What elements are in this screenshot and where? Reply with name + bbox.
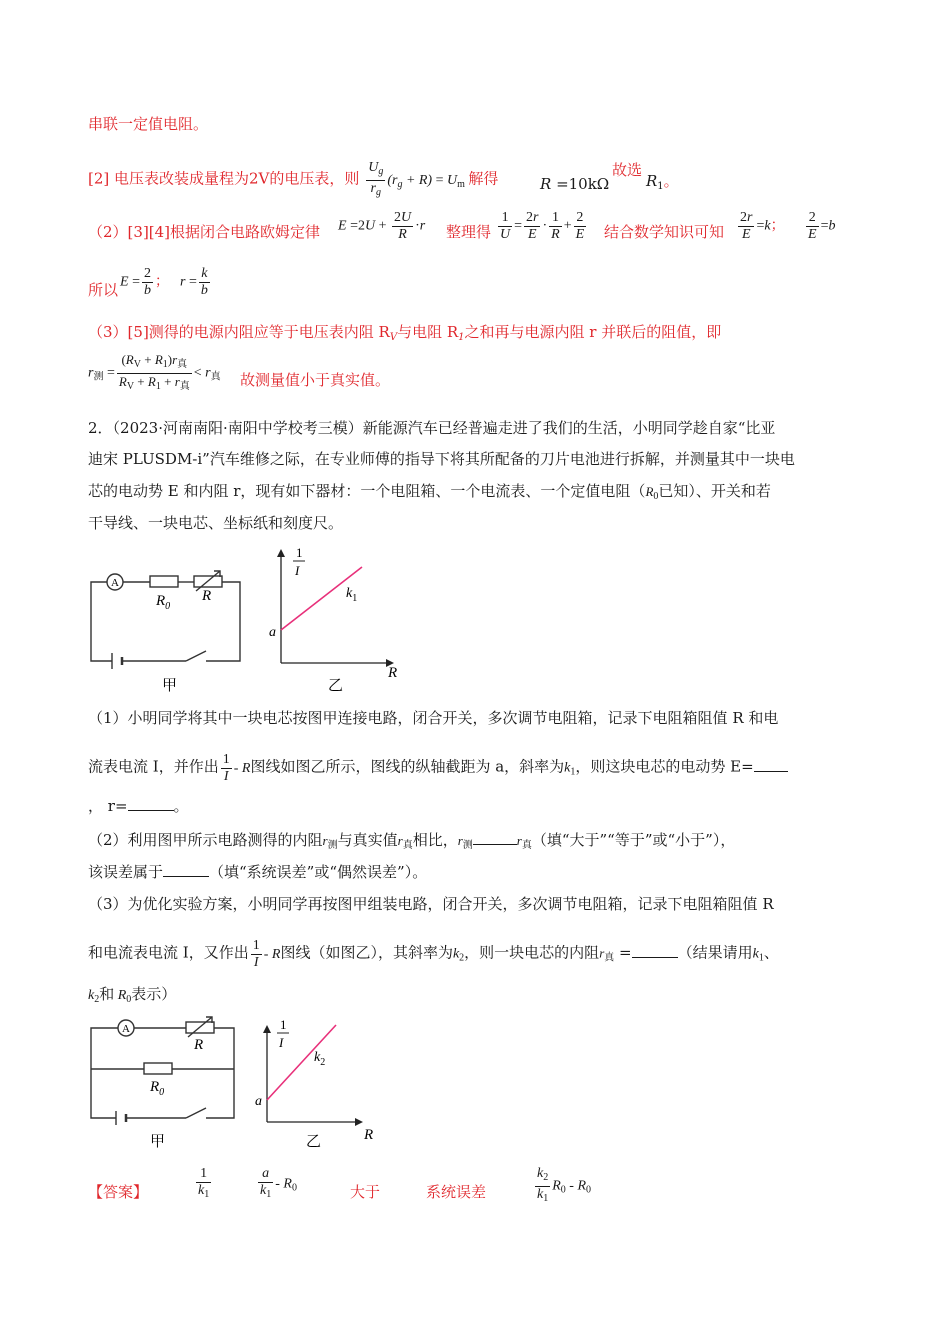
solution-text: 结合数学知识可知	[604, 223, 725, 241]
x-axis-label: R	[364, 1127, 374, 1143]
x-axis-label: R	[388, 665, 398, 681]
part-2-line-1: （2）利用图甲所示电路测得的内阻$r_测$与真实值$r_真$相比，$r_测$ $r_真$（填“大于”“等于”或“小于”），	[88, 831, 736, 851]
blank-r-true[interactable]	[632, 943, 678, 958]
formula-r: r = $\frac{k}{b}$	[180, 266, 208, 298]
graph-line-2	[267, 1025, 336, 1100]
r0-label: $R_0$	[156, 593, 171, 612]
formula-r1: $R_1$。	[646, 172, 679, 192]
formula-r10k: R =10kΩ	[540, 175, 610, 193]
formula-rearranged: $\frac{1}{U}$ = $\frac{2r}{E}$ · $\frac{1}{R}$ + $\frac{2}{E}$	[500, 210, 585, 242]
solution-text: 解得	[468, 169, 499, 188]
solution-text: 整理得	[446, 223, 492, 241]
formula-b: $\frac{2}{E}$ =b	[808, 210, 836, 242]
ammeter-label: A	[111, 577, 119, 589]
blank-r[interactable]	[128, 796, 174, 811]
part-1-line-3: ， r= 。	[88, 797, 189, 815]
caption-yi: 乙	[328, 678, 344, 694]
caption-yi: 乙	[306, 1134, 322, 1150]
y-axis-den: I	[279, 1035, 284, 1050]
question-line-2: 迪宋 PLUSDM-i”汽车维修之际，在专业师傅的指导下将其所配备的刀片电池进行拆解，并测量其中一块电	[88, 450, 795, 468]
caption-jia: 甲	[150, 1134, 166, 1150]
r-label: R	[202, 588, 212, 604]
solution-line-3: （2）[3][4]根据闭合电路欧姆定律	[88, 223, 321, 241]
formula: $\frac{U_g}{r_g}$ $(r_g + R) = U_m$	[368, 160, 465, 198]
part-1-line-1: （1）小明同学将其中一块电芯按图甲连接电路，闭合开关，多次调节电阻箱，记录下电阻箱阻值 R 和电	[88, 709, 779, 727]
intercept-label: a	[255, 1094, 262, 1109]
answer-5: $\frac{k_2}{k_1}$ $R_0 - R_0$	[537, 1166, 592, 1204]
solution-line-5: （3）[5]测得的电源内阻应等于电压表内阻 $R_V$与电阻 $R_1$之和再与电源内阻 r 并联后的阻值，即	[88, 323, 722, 343]
part-3-line-2: 和电流表电流 I，又作出 $\frac{1}{I}$ - R图线（如图乙），其斜率为$k_2$，则一块电芯的内阻$r_真$ = （结果请用$k_1$、	[88, 938, 779, 970]
solution-text: [2] 电压表改装成量程为2V的电压表，则	[88, 169, 360, 188]
part-3-line-1: （3）为优化实验方案，小明同学再按图甲组装电路，闭合开关，多次调节电阻箱，记录下电阻箱阻值 R	[88, 895, 774, 913]
solution-line-2	[88, 160, 498, 201]
answer-label: 【答案】	[88, 1183, 149, 1201]
slope-label: $k_2$	[314, 1050, 326, 1068]
part-2-line-2: 该误差属于 （填“系统误差”或“偶然误差”）。	[88, 863, 428, 881]
circuit-2	[91, 1017, 234, 1125]
answer-2: $\frac{a}{k_1}$ - $R_0$	[260, 1166, 297, 1200]
y-axis-num: 1	[296, 545, 303, 560]
formula-e: E = $\frac{2}{b}$ ；	[120, 266, 169, 298]
part-1-line-2: 流表电流 I，并作出 $\frac{1}{I}$ - R图线如图乙所示，图线的纵轴截距为 a，斜率为$k_1$，则这块电芯的电动势 E=	[88, 752, 788, 785]
blank-compare[interactable]	[473, 830, 517, 845]
figure-2	[86, 1015, 386, 1150]
caption-jia: 甲	[162, 678, 178, 694]
question-line-4: 干导线、一块电芯、坐标纸和刻度尺。	[88, 514, 344, 532]
part-3-line-3: $k_2$和 $R_0$表示）	[88, 985, 177, 1005]
solution-text: 故选	[612, 161, 643, 179]
solution-line-6: 故测量值小于真实值。	[240, 371, 391, 389]
slope-label: $k_1$	[346, 586, 358, 604]
solution-line-4: 所以	[88, 281, 119, 299]
solution-line-1: 串联一定值电阻。	[88, 115, 209, 133]
blank-emf[interactable]	[754, 757, 788, 772]
answer-3: 大于	[350, 1183, 381, 1201]
blank-error-type[interactable]	[163, 862, 209, 877]
formula-r-measured: $r_测$ = $\frac{(R_V + R_1)r_真}{R_V + R_1 + r_真}$ < $r_真$	[88, 352, 221, 392]
ammeter-label: A	[122, 1023, 130, 1035]
answer-1: $\frac{1}{k_1}$	[198, 1166, 210, 1200]
formula-ohm: E =2U + $\frac{2U}{R}$ ·r	[338, 210, 426, 242]
r-label: R	[194, 1037, 204, 1053]
formula-k: $\frac{2r}{E}$ =k；	[740, 210, 785, 242]
question-line-1: 2．（2023·河南南阳·南阳中学校考三模）新能源汽车已经普遍走进了我们的生活，小明同学趁自家“比亚	[88, 419, 776, 437]
figure-1	[86, 545, 416, 695]
question-line-3: 芯的电动势 E 和内阻 r，现有如下器材：一个电阻箱、一个电流表、一个定值电阻（$R_0$已知）、开关和若	[88, 482, 771, 502]
intercept-label: a	[269, 625, 276, 640]
graph-axes-2	[263, 1025, 363, 1126]
answer-4: 系统误差	[426, 1183, 487, 1201]
r0-label: $R_0$	[150, 1079, 165, 1098]
y-axis-num: 1	[280, 1017, 287, 1032]
y-axis-den: I	[295, 563, 300, 578]
